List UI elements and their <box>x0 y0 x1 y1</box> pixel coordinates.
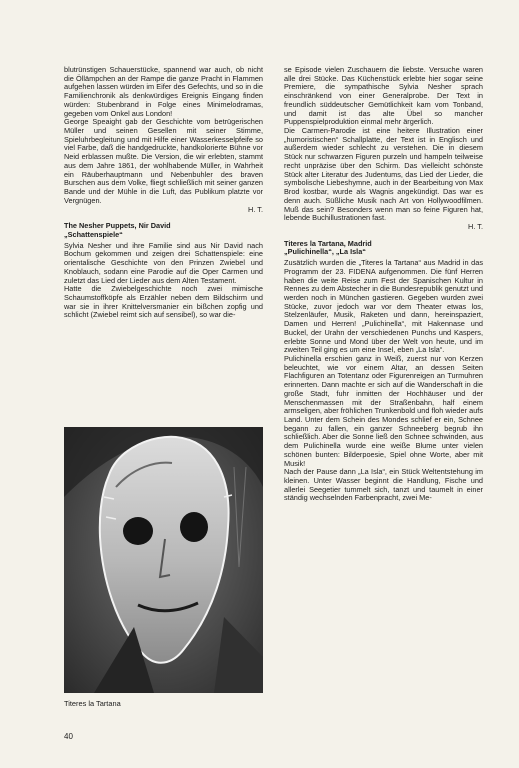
author-signature: H. T. <box>248 204 263 214</box>
page-number: 40 <box>64 732 73 741</box>
paragraph: Pulichinella erschien ganz in Weiß, zuerst nur von Kerzen beleuchtet, wie vor einem Altar, an dessen Seiten Flachfiguren an Totentanz oder Figurenreigen an Turmuhren erinnerten. Dann machte er sich auf die Wanderschaft in die große Stadt, fuhr inmitten der Hochhäuser und der Menschenmassen mit der Straßenbahn, half einem armseligen, aber fröhlichen Trunkenbold und floh wieder aufs Land. Unter dem Schein des Mondes schlief er ein, Schnee begann zu fallen, ein ganzer Schneeberg begrub ihn schließlich. Aber die Sonne ließ den Schnee schwinden, aus dem Pulichinella wurde eine weiße Blume unter vielen schönen bunten: Bilderpoesie, Spiel ohne Worte, aber mit Musik! <box>284 353 483 468</box>
paragraph: Sylvia Nesher und ihre Familie sind aus Nir David nach Bochum gekommen und zeigen drei Schattenspiele: eine orientalische Geschichte von den Prinzen Zwiebel und Knoblauch, sodann eine Parodie auf die Oper Carmen und zuletzt das Lied der Lieder aus dem Alten Testament. <box>64 240 263 285</box>
paragraph: se Episode vielen Zuschauern die liebste. Versuche waren alle drei Stücke. Das Küchenstück erlebte hier sogar seine Premiere, die sympathische Sylvia Nesher sprach einschränkend von einer Generalprobe. Der Text in freundlich süddeutscher Gemütlichkeit kam vom Tonband, und damit ist das alte Übel so mancher Puppenspielproduktion einmal mehr ärgerlich. <box>284 65 483 127</box>
paragraph: George Speaight gab der Geschichte vom betrügerischen Müller und seinen Gesellen mit seiner Stimme, Spieluhrbegleitung und mit Hilfe einer Wasserkesselpfeife so viel Farbe, daß die handgedruckte, handkolorierte Bühne vor Neid erblassen mußte. Die Version, die wir erlebten, stammt aus dem Jahre 1861, der wohlhabende Müller, in Wahrheit ein Räuberhauptmann und Nebenbuhler des braven Burschen aus dem Volke, fliegt schließlich mit seiner ganzen Bande und der Mühle in die Luft, das Publikum platzte vor Vergnügen. <box>64 117 263 205</box>
section-heading: Titeres la Tartana, Madrid <box>284 238 372 248</box>
paragraph: Zusätzlich wurden die „Titeres la Tartana“ aus Madrid in das Programm der 23. FIDENA aufgenommen. Die fünf Herren haben die weite Reise zum Fest der Spanischen Kultur in Rennes zu dem Abstecher in die Bundesrepublik genutzt und werden noch in München gastieren. Gegeben wurden zwei Stücke, zuvor jedoch war vor dem Theater etwas los, Stelzenläufer, Musik, Raketen und dann, hereinspaziert, Damen und Herren! „Pulichinella“, mit Hakennase und Buckel, der Urahn der verschiedenen Punchs und Kaspers, erlebte Sonne und Mond über der Welt von heute, und im zweiten Teil ging es um eine Insel, eben „La Isla“. <box>284 258 483 355</box>
mask-illustration <box>64 427 263 693</box>
paragraph: Nach der Pause dann „La Isla“, ein Stück Weltentstehung im kleinen. Unter Wasser beginnt die Handlung, Fische und allerlei Seegetier tummelt sich, tanzt und taumelt in einer ständig wechselnden Farbenpracht, zwei Me- <box>284 467 483 503</box>
paragraph: Die Carmen-Parodie ist eine heitere Illustration einer „humoristischen“ Schallplatte, der Text ist in Englisch und außerdem wieder schlecht zu verstehen. Die in diesem Stück nur schwarzen Figuren purzeln und hampeln teilweise recht unpräzise über den Schirm. Das vielleicht schönste Stück alter Literatur des Judentums, das Lied der Lieder, die symbolische Liebeshymne, auch in der Bearbeitung von Max Brod kostbar, wurde als Wagnis angekündigt. Das war es denn auch. Süßliche Musik nach Art von Hollywoodfilmen. Muß das sein? Besonders wenn man so feine Figuren hat, lebende Buchillustrationen fast. <box>284 126 483 223</box>
photo-caption: Titeres la Tartana <box>64 699 121 708</box>
paragraph: blutrünstigen Schauerstücke, spannend war auch, ob nicht die Öllämpchen an der Rampe die ganze Pracht in Flammen aufgehen lassen würden im Eifer des Gefechts, und so in die Familienchronik als denkwürdiges Ereignis Eingang finden würden: Stubenbrand in Folge eines Minimelodramas, gegeben vom Onkel aus London! <box>64 65 263 118</box>
left-column <box>64 66 263 320</box>
section-subheading: „Schattenspiele“ <box>64 229 123 239</box>
puppet-mask-photo <box>64 427 263 693</box>
paragraph: Hatte die Zwiebelgeschichte noch zwei mimische Schaumstoffköpfe als Erzähler neben dem Bildschirm und war sie in ihrer Knittelversmanier ein bißchen zopfig und schlicht (Zwiebel reimt sich auf sensibel), so war die- <box>64 284 263 320</box>
right-column <box>284 66 483 503</box>
section-heading: The Nesher Puppets, Nir David <box>64 221 171 231</box>
author-signature: H. T. <box>468 221 483 231</box>
section-subheading: „Pulichinella“, „La Isla“ <box>284 247 366 257</box>
